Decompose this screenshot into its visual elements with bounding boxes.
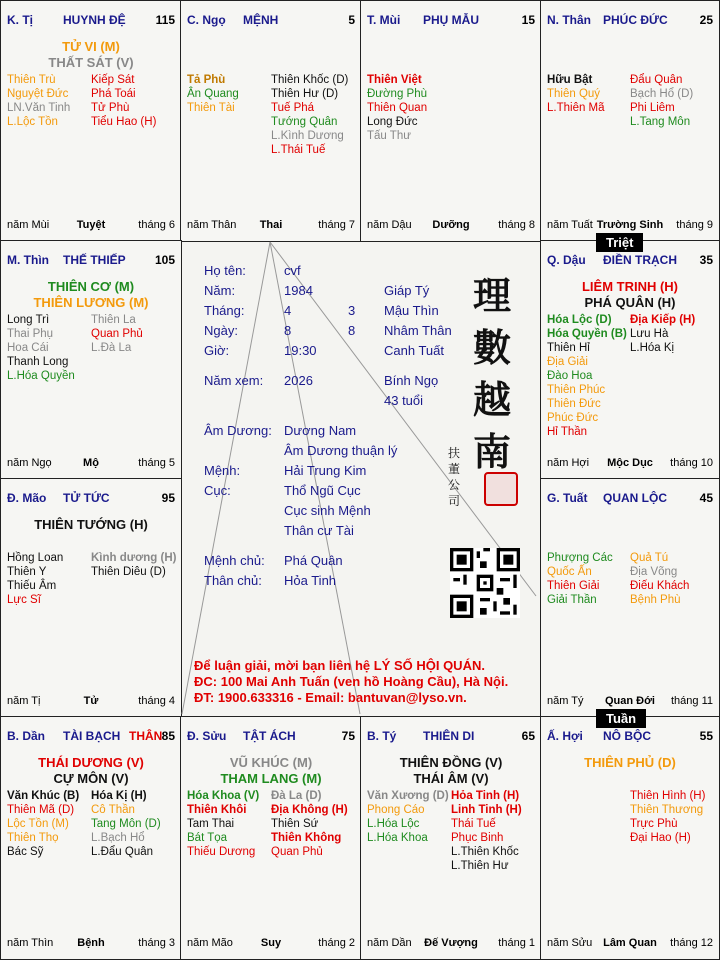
minor-star: Thiên Hư (D) (271, 88, 339, 100)
minor-star: Văn Khúc (B) (7, 790, 80, 802)
palace-name: THẾ THIẾP (63, 253, 126, 267)
minor-star: Ân Quang (187, 88, 239, 100)
minor-star: Bác Sỹ (7, 846, 44, 858)
palace-name: TỬ TỨC (63, 491, 110, 505)
palace-position: T. Mùi (367, 13, 401, 27)
palace-position: N. Thân (547, 13, 591, 27)
minor-star: L.Thái Tuế (271, 144, 326, 156)
palace-header (187, 729, 355, 745)
minor-star: Điếu Khách (630, 580, 690, 592)
minor-star: Thiên Phúc (547, 384, 606, 396)
thang-can: Mậu Thìn (384, 303, 439, 318)
minor-star: Địa Không (H) (271, 804, 348, 816)
minor-star: Địa Giải (547, 356, 588, 368)
minor-star: Đường Phù (367, 88, 427, 100)
minor-star: Phúc Đức (547, 412, 599, 424)
minor-star: Kiếp Sát (91, 74, 135, 86)
minor-star: Thái Tuế (451, 818, 496, 830)
minor-star: Hoa Cái (7, 342, 49, 354)
minor-star: Hóa Kị (H) (91, 790, 147, 802)
seal-stamp (484, 472, 518, 506)
minor-star: L.Tang Môn (630, 116, 691, 128)
major-stars (361, 755, 541, 787)
minor-star: Địa Kiếp (H) (630, 314, 696, 326)
thanchu-label: Thân chủ: (204, 573, 262, 588)
ngay-can: Nhâm Thân (384, 323, 452, 338)
center-info-panel (180, 240, 540, 718)
major-star: CỰ MÔN (V) (53, 771, 129, 786)
major-star: THAM LANG (M) (220, 771, 322, 786)
palace-month: tháng 6 (138, 219, 175, 231)
ngay-dl: 8 (348, 323, 356, 338)
palace-year: năm Thìn (7, 937, 54, 949)
palace-footer (7, 937, 175, 951)
palace-footer (367, 219, 535, 233)
minor-star: Thiên Mã (D) (7, 804, 75, 816)
minor-star: L.Kình Dương (271, 130, 344, 142)
major-star: THÁI DƯƠNG (V) (38, 755, 144, 770)
palace-stage: Suy (260, 937, 282, 949)
minor-star: Phượng Các (547, 552, 613, 564)
palace-footer (7, 695, 175, 709)
palace-p11[interactable] (540, 716, 720, 960)
minor-star: Hóa Lộc (D) (547, 314, 612, 326)
palace-stage: Dưỡng (432, 219, 470, 231)
minor-star: Thiên Hỉ (547, 342, 590, 354)
minor-star: Thiên Tài (187, 102, 235, 114)
cuc-label: Cục: (204, 483, 231, 498)
namxem-value: 2026 (284, 373, 313, 388)
minor-star: Kình dương (H) (91, 552, 177, 564)
minor-star: Bệnh Phù (630, 594, 681, 606)
logo-char: 理 (472, 273, 511, 318)
minor-star: Thiên Đức (547, 398, 601, 410)
minor-star: L.Hóa Lộc (367, 818, 420, 830)
triet-marker: Triệt (596, 233, 643, 252)
minor-star: Tướng Quân (271, 116, 338, 128)
palace-header (7, 253, 175, 269)
minor-star: L.Hóa Quyền (7, 370, 75, 382)
minor-star: Quốc Ấn (547, 566, 592, 578)
minor-star: Thiên Thương (630, 804, 704, 816)
palace-number: 85 (161, 729, 175, 743)
palace-header (7, 729, 175, 745)
palace-p7[interactable] (540, 478, 720, 718)
major-star: THIÊN ĐỒNG (V) (399, 755, 503, 770)
palace-p0[interactable] (0, 0, 182, 242)
palace-year: năm Mùi (7, 219, 50, 231)
minor-star: L.Hóa Khoa (367, 832, 428, 844)
minor-star: Phi Liêm (630, 102, 675, 114)
minor-star: Thiên Khôi (187, 804, 247, 816)
minor-star: Thiên Quan (367, 102, 428, 114)
minor-star: Thiên Khốc (D) (271, 74, 349, 86)
minor-star: L.Bạch Hổ (91, 832, 145, 844)
minor-star: Địa Võng (630, 566, 678, 578)
palace-month: tháng 9 (676, 219, 713, 231)
palace-year: năm Sửu (547, 937, 593, 949)
minor-star: L.Lộc Tồn (7, 116, 58, 128)
cuc-1: Thổ Ngũ Cục (284, 483, 361, 498)
minor-star: Tang Môn (D) (91, 818, 161, 830)
palace-header (547, 253, 713, 269)
palace-month: tháng 4 (138, 695, 175, 707)
palace-position: C. Ngọ (187, 13, 226, 27)
minor-star: Tả Phù (187, 74, 226, 86)
minor-star: Thiên Hình (H) (630, 790, 706, 802)
minor-star: Thiên Thọ (7, 832, 59, 844)
palace-name: PHÚC ĐỨC (603, 13, 668, 27)
palace-number: 115 (155, 13, 175, 27)
minor-star: Long Trì (7, 314, 50, 326)
minor-star: L.Thiên Hư (451, 860, 509, 872)
palace-p4[interactable] (0, 240, 182, 480)
palace-stage: Mộc Dục (607, 457, 653, 469)
minor-star: Thiên La (91, 314, 136, 326)
palace-p8[interactable] (0, 716, 182, 960)
minor-star: Tử Phù (91, 102, 130, 114)
minor-star: Thiên Việt (367, 74, 422, 86)
palace-name: QUAN LỘC (603, 491, 667, 505)
thang-label: Tháng: (204, 303, 245, 318)
nam-label: Năm: (204, 283, 236, 298)
minor-star: Phục Binh (451, 832, 504, 844)
palace-year: năm Tý (547, 695, 584, 707)
palace-position: Đ. Mão (7, 491, 47, 505)
cuc-2: Cục sinh Mệnh (284, 503, 371, 518)
palace-position: M. Thìn (7, 253, 49, 267)
palace-month: tháng 10 (670, 457, 713, 469)
palace-month: tháng 11 (670, 695, 713, 707)
cuc-3: Thân cư Tài (284, 523, 354, 538)
palace-stage: Mộ (83, 457, 99, 469)
palace-month: tháng 5 (138, 457, 175, 469)
palace-year: năm Dậu (367, 219, 412, 231)
minor-star: Văn Xương (D) (367, 790, 449, 802)
gio-can: Canh Tuất (384, 343, 444, 358)
minor-star: Linh Tinh (H) (451, 804, 522, 816)
minor-star: LN.Văn Tinh (7, 102, 71, 114)
palace-header (547, 491, 713, 507)
palace-header (7, 13, 175, 29)
minor-star: Lưu Hà (630, 328, 669, 340)
palace-month: tháng 12 (670, 937, 713, 949)
minor-star: Tam Thai (187, 818, 235, 830)
palace-month: tháng 1 (498, 937, 535, 949)
palace-position: Q. Dậu (547, 253, 586, 267)
palace-stage: Tử (83, 695, 99, 707)
palace-year: năm Dần (367, 937, 412, 949)
palace-year: năm Tị (7, 695, 41, 707)
minor-star: Thiên Y (7, 566, 47, 578)
palace-name: TÀI BẠCH (63, 729, 121, 743)
minor-star: L.Thiên Mã (547, 102, 605, 114)
minor-star: Lực Sĩ (7, 594, 41, 606)
minor-star: Thiên Không (271, 832, 342, 844)
minor-star: Đẩu Quân (630, 74, 683, 86)
contact-line-3[interactable]: ĐT: 1900.633316 - Email: bantuvan@lyso.vn. (194, 690, 467, 705)
palace-number: 65 (521, 729, 535, 743)
palace-number: 15 (521, 13, 535, 27)
palace-position: B. Dần (7, 729, 46, 743)
minor-star: Quan Phủ (271, 846, 323, 858)
palace-header (547, 729, 713, 745)
minor-star: Nguyệt Đức (7, 88, 69, 100)
palace-footer (187, 937, 355, 951)
minor-star: Bạch Hổ (D) (630, 88, 694, 100)
major-star: TỬ VI (M) (62, 39, 120, 54)
palace-footer (547, 219, 713, 233)
major-stars (181, 755, 361, 787)
hoten-value: cvf (284, 263, 301, 278)
palace-name: MỆNH (243, 13, 279, 27)
palace-header (367, 13, 535, 29)
qr-code[interactable] (450, 548, 520, 618)
menhchu-value: Phá Quân (284, 553, 343, 568)
minor-star: Thiên Diêu (D) (91, 566, 166, 578)
gio-value: 19:30 (284, 343, 317, 358)
minor-star: Hóa Quyền (B) (547, 328, 627, 340)
minor-star: Hóa Khoa (V) (187, 790, 260, 802)
palace-name: ĐIỀN TRẠCH (603, 253, 677, 267)
palace-footer (547, 937, 713, 951)
palace-footer (7, 219, 175, 233)
thang-al: 4 (284, 303, 292, 318)
palace-position: B. Tý (367, 729, 397, 743)
minor-star: Hỉ Thần (547, 426, 588, 438)
palace-number: 25 (699, 13, 713, 27)
hoten-label: Họ tên: (204, 263, 246, 278)
palace-year: năm Mão (187, 937, 233, 949)
palace-stage: Đế Vượng (424, 937, 478, 949)
minor-star: Tấu Thư (367, 130, 411, 142)
major-stars (1, 517, 181, 533)
minor-star: Thanh Long (7, 356, 69, 368)
palace-stage: Quan Đới (605, 695, 655, 707)
minor-star: Trực Phù (630, 818, 678, 830)
minor-star: Hỏa Tinh (H) (451, 790, 520, 802)
palace-month: tháng 8 (498, 219, 535, 231)
palace-year: năm Hợi (547, 457, 590, 469)
palace-number: 35 (699, 253, 713, 267)
minor-star: Thiên Quý (547, 88, 601, 100)
palace-header (187, 13, 355, 29)
palace-position: K. Tị (7, 13, 33, 27)
menh-label: Mệnh: (204, 463, 241, 478)
logo-char: 南 (472, 429, 511, 474)
palace-footer (187, 219, 355, 233)
thanchu-value: Hỏa Tinh (284, 573, 337, 588)
minor-star: Thiên Sứ (271, 818, 319, 830)
palace-stage: Tuyệt (76, 219, 106, 231)
palace-number: 5 (348, 13, 355, 27)
amduong-label: Âm Dương: (204, 423, 272, 438)
minor-star: Thiên Trù (7, 74, 56, 86)
minor-star: Phong Cáo (367, 804, 425, 816)
minor-star: Tiểu Hao (H) (91, 116, 157, 128)
palace-month: tháng 3 (138, 937, 175, 949)
gio-label: Giờ: (204, 343, 230, 358)
palace-number: 75 (341, 729, 355, 743)
palace-number: 95 (161, 491, 175, 505)
major-star: THIÊN LƯƠNG (M) (33, 295, 149, 310)
amduong-1: Dương Nam (284, 423, 357, 438)
palace-stage: Bệnh (77, 937, 105, 949)
thang-dl: 3 (348, 303, 356, 318)
logo-char: 數 (472, 325, 511, 370)
ngay-label: Ngày: (204, 323, 238, 338)
major-star: THÁI ÂM (V) (413, 771, 489, 786)
minor-star: Thai Phụ (7, 328, 54, 340)
calligraphy-logo (462, 270, 522, 478)
minor-star: Đà La (D) (271, 790, 322, 802)
minor-star: Long Đức (367, 116, 418, 128)
palace-p10[interactable] (360, 716, 542, 960)
amduong-2: Âm Dương thuận lý (284, 443, 398, 458)
palace-position: Ấ. Hợi (547, 729, 583, 743)
major-star: PHÁ QUÂN (H) (584, 295, 676, 310)
palace-footer (367, 937, 535, 951)
minor-star: Đào Hoa (547, 370, 593, 382)
palace-p2[interactable] (360, 0, 542, 242)
palace-stage: Trường Sinh (596, 219, 664, 231)
palace-p6[interactable] (0, 478, 182, 718)
palace-month: tháng 7 (318, 219, 355, 231)
minor-star: Thiếu Âm (7, 580, 57, 592)
major-stars (541, 755, 719, 771)
than-marker: THÂN (129, 729, 163, 743)
namxem-can: Bính Ngọ (384, 373, 439, 388)
minor-star: Hữu Bật (547, 74, 593, 86)
nam-can: Giáp Tý (384, 283, 430, 298)
tuan-marker: Tuần (596, 709, 646, 728)
major-stars (1, 755, 181, 787)
palace-year: năm Tuất (547, 219, 593, 231)
palace-p9[interactable] (180, 716, 362, 960)
palace-name: NÔ BỘC (603, 729, 651, 743)
contact-line-1: Để luận giải, mời bạn liên hệ LÝ SỐ HỘI QUÁN. (194, 658, 485, 673)
major-star: THIÊN PHỦ (D) (584, 755, 676, 770)
minor-star: Cô Thần (91, 804, 135, 816)
major-star: LIÊM TRINH (H) (581, 279, 679, 294)
major-star: THIÊN CƠ (M) (47, 279, 135, 294)
minor-star: Quả Tú (630, 552, 669, 564)
minor-star: L.Đẩu Quân (91, 846, 154, 858)
major-star: THIÊN TƯỚNG (H) (34, 517, 148, 532)
palace-stage: Lâm Quan (603, 937, 657, 949)
palace-name: PHỤ MẪU (423, 13, 479, 27)
logo-char: 越 (472, 377, 511, 422)
palace-number: 55 (699, 729, 713, 743)
palace-footer (7, 457, 175, 471)
palace-footer (547, 695, 713, 709)
palace-p5[interactable] (540, 240, 720, 480)
palace-position: Đ. Sửu (187, 729, 227, 743)
major-stars (1, 279, 181, 311)
minor-star: Phá Toái (91, 88, 136, 100)
palace-name: HUYNH ĐỆ (63, 13, 126, 27)
nam-value: 1984 (284, 283, 313, 298)
palace-position: G. Tuất (547, 491, 588, 505)
palace-month: tháng 2 (318, 937, 355, 949)
major-star: VŨ KHÚC (M) (229, 755, 313, 770)
palace-stage: Thai (259, 219, 283, 231)
namxem-label: Năm xem: (204, 373, 264, 388)
menh-value: Hải Trung Kim (284, 463, 367, 478)
minor-star: Tuế Phá (271, 102, 315, 114)
palace-p1[interactable] (180, 0, 362, 242)
minor-star: Quan Phủ (91, 328, 143, 340)
major-star: THẤT SÁT (V) (48, 55, 134, 70)
major-stars (1, 39, 181, 71)
palace-header (547, 13, 713, 29)
palace-p3[interactable] (540, 0, 720, 242)
palace-name: THIÊN DI (423, 729, 475, 743)
minor-star: Bát Tọa (187, 832, 228, 844)
minor-star: L.Hóa Kị (630, 342, 675, 354)
palace-header (367, 729, 535, 745)
palace-number: 45 (699, 491, 713, 505)
minor-star: Hồng Loan (7, 552, 64, 564)
palace-year: năm Ngọ (7, 457, 52, 469)
palace-number: 105 (154, 253, 175, 267)
major-stars (541, 279, 719, 311)
minor-star: Thiên Giải (547, 580, 600, 592)
minor-star: Thiếu Dương (187, 846, 256, 858)
palace-name: TẬT ÁCH (243, 729, 296, 743)
minor-star: L.Thiên Khốc (451, 846, 519, 858)
palace-year: năm Thân (187, 219, 237, 231)
ngay-al: 8 (284, 323, 292, 338)
menhchu-label: Mệnh chủ: (204, 553, 265, 568)
minor-star: Lộc Tồn (M) (7, 818, 69, 830)
palace-header (7, 491, 175, 507)
contact-line-2: ĐC: 100 Mai Anh Tuấn (ven hồ Hoàng Cầu), Hà Nội. (194, 674, 509, 689)
minor-star: Giải Thần (547, 594, 597, 606)
logo-side-text: 扶 董 公 司 (448, 446, 461, 508)
tuoi-value: 43 tuổi (384, 393, 424, 408)
palace-footer (547, 457, 713, 471)
minor-star: Đại Hao (H) (630, 832, 691, 844)
minor-star: L.Đà La (91, 342, 132, 354)
